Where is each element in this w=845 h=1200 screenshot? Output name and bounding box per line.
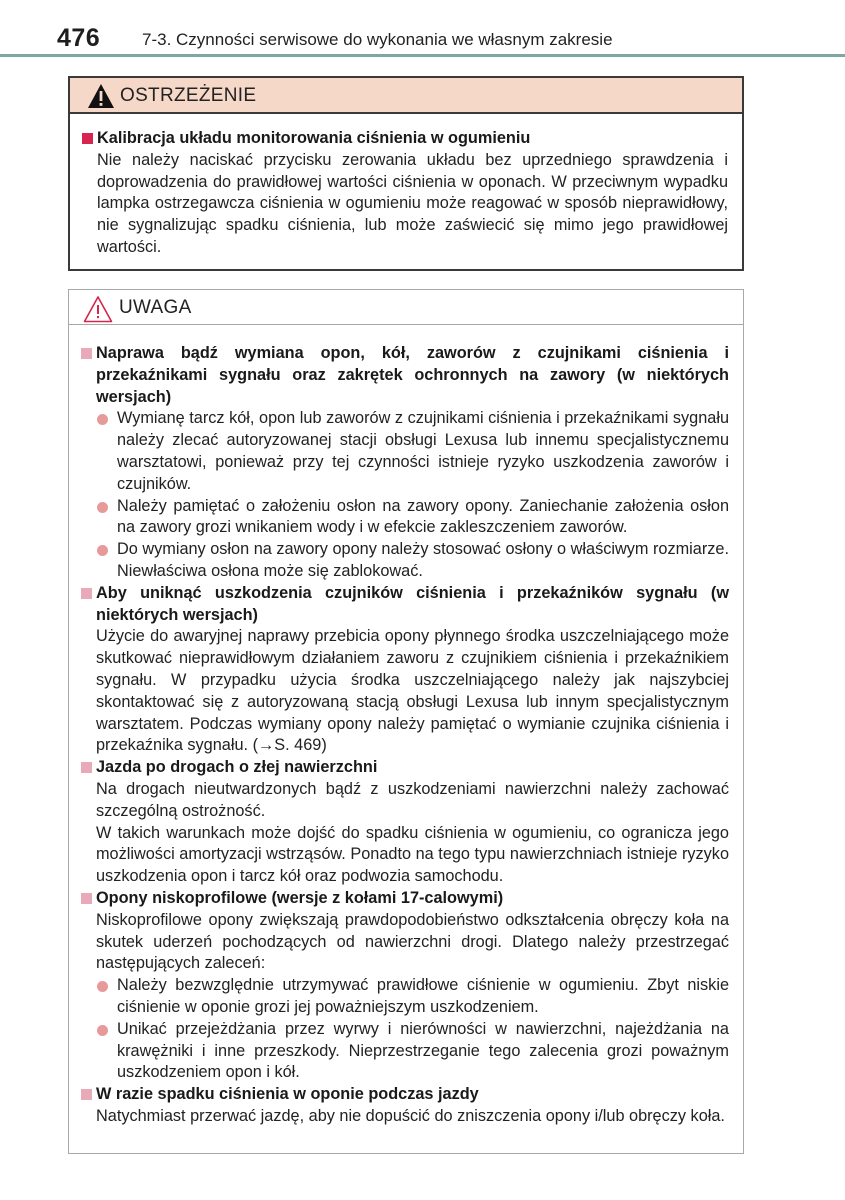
section-paragraph: Na drogach nieutwardzonych bądź z uszkodzeniami nawierzchni należy zachować szczególną ostrożność. [96,779,729,820]
warning-triangle-outline-icon [83,295,113,323]
section-marker [81,1089,92,1100]
bullet-item: Należy bezwzględnie utrzymywać prawidłowe ciśnienie w ogumieniu. Zbyt niskie ciśnienie w oponie grozi jej poważniejszym uszkodzeniem. [96,975,729,1019]
section-marker [81,893,92,904]
warning-box-header [70,78,742,114]
bullet-item: Wymianę tarcz kół, opon lub zaworów z czujnikami ciśnienia i przekaźnikami sygnału należy zlecać autoryzowanej stacji obsługi Lexusa lub innemu specjalistycznemu warsztatowi, ponieważ przy tej czynności istnieje ryzyko uszkodzenia zaworów i czujników. [96,408,729,495]
section-heading: Naprawa bądź wymiana opon, kół, zaworów z czujnikami ciśnienia i przekaźnikami sygnału oraz zakrętek ochronnych na zawory (w niektórych wersjach) [96,343,729,408]
warning-box [68,76,744,271]
caution-box [68,289,744,1154]
caution-box-header [69,290,743,325]
section-heading: Aby uniknąć uszkodzenia czujników ciśnienia i przekaźników sygnału (w niektórych wersjach) [96,583,729,627]
page-number: 476 [57,24,101,52]
caution-section-pressure-drop [79,1084,729,1128]
section-heading: Kalibracja układu monitorowania ciśnienia w ogumieniu [97,128,728,150]
section-paragraph: W takich warunkach może dojść do spadku ciśnienia w ogumieniu, co ogranicza jego możliwości amortyzacji wstrząsów. Ponadto na tego typu nawierzchniach istnieje ryzyko uszkodzenia opon i tarcz kół oraz podwozia samochodu. [96,823,729,886]
caution-section-low-profile [79,888,729,1084]
bullet-dot [97,545,108,556]
bullet-dot [97,502,108,513]
section-marker [82,133,93,144]
chapter-title: 7-3. Czynności serwisowe do wykonania we własnym zakresie [142,30,613,49]
warning-box-title: OSTRZEŻENIE [120,85,257,106]
bullet-dot [97,981,108,992]
warning-triangle-filled-icon [87,83,115,109]
caution-box-content [79,343,729,1128]
caution-section-sensors [79,583,729,757]
section-paragraph: Niskoprofilowe opony zwiększają prawdopodobieństwo odkształcenia obręczy koła na skutek uderzeń pochodzących od nawierzchni drogi. Dlatego należy przestrzegać następujących zaleceń: [96,910,729,973]
section-heading: Opony niskoprofilowe (wersje z kołami 17-calowymi) [96,888,729,910]
section-paragraph: Nie należy naciskać przycisku zerowania układu bez uprzedniego sprawdzenia i doprowadzenia do prawidłowej wartości ciśnienia w oponach. W przeciwnym wypadku lampka ostrzegawcza ciśnienia w ogumieniu może reagować w sposób nieprawidłowy, nie sygnalizując spadku ciśnienia, lub może zaświecić się mimo jego prawidłowej wartości. [97,150,728,256]
bullet-item: Należy pamiętać o założeniu osłon na zawory opony. Zaniechanie założenia osłon na zawory grozi wnikaniem wody i w efekcie zakleszczeniem zaworów. [96,496,729,540]
bullet-dot [97,414,108,425]
caution-box-title: UWAGA [119,297,192,318]
section-marker [81,762,92,773]
warning-section [80,128,728,259]
caution-section-repair [79,343,729,583]
bullet-item: Do wymiany osłon na zawory opony należy stosować osłony o właściwym rozmiarze. Niewłaściwa osłona może się zablokować. [96,539,729,583]
section-marker [81,588,92,599]
section-heading: W razie spadku ciśnienia w oponie podczas jazdy [96,1084,729,1106]
section-heading: Jazda po drogach o złej nawierzchni [96,757,729,779]
page-header [0,0,845,60]
header-rule [0,54,845,57]
section-paragraph: Natychmiast przerwać jazdę, aby nie dopuścić do zniszczenia opony i/lub obręczy koła. [96,1106,725,1125]
caution-section-rough-roads [79,757,729,888]
section-paragraph: Użycie do awaryjnej naprawy przebicia opony płynnego środka uszczelniającego może skutkować nieprawidłowym działaniem zaworu z czujnikiem ciśnienia i przekaźnikiem sygnału. W przypadku użycia środka uszczelniającego należy jak najszybciej skontaktować się z autoryzowaną stacją obsługi Lexusa lub innym specjalistycznym warsztatem. Podczas wymiany opony należy pamiętać o wymianie czujnika ciśnienia i przekaźnika sygnału. (→S. 469) [96,627,729,755]
bullet-item: Unikać przejeżdżania przez wyrwy i nierówności w nawierzchni, najeżdżania na krawężniki i inne przeszkody. Nieprzestrzeganie tego zalecenia grozi poważnym uszkodzeniem opon i kół. [96,1019,729,1084]
bullet-dot [97,1025,108,1036]
warning-box-content [80,128,728,259]
section-marker [81,348,92,359]
